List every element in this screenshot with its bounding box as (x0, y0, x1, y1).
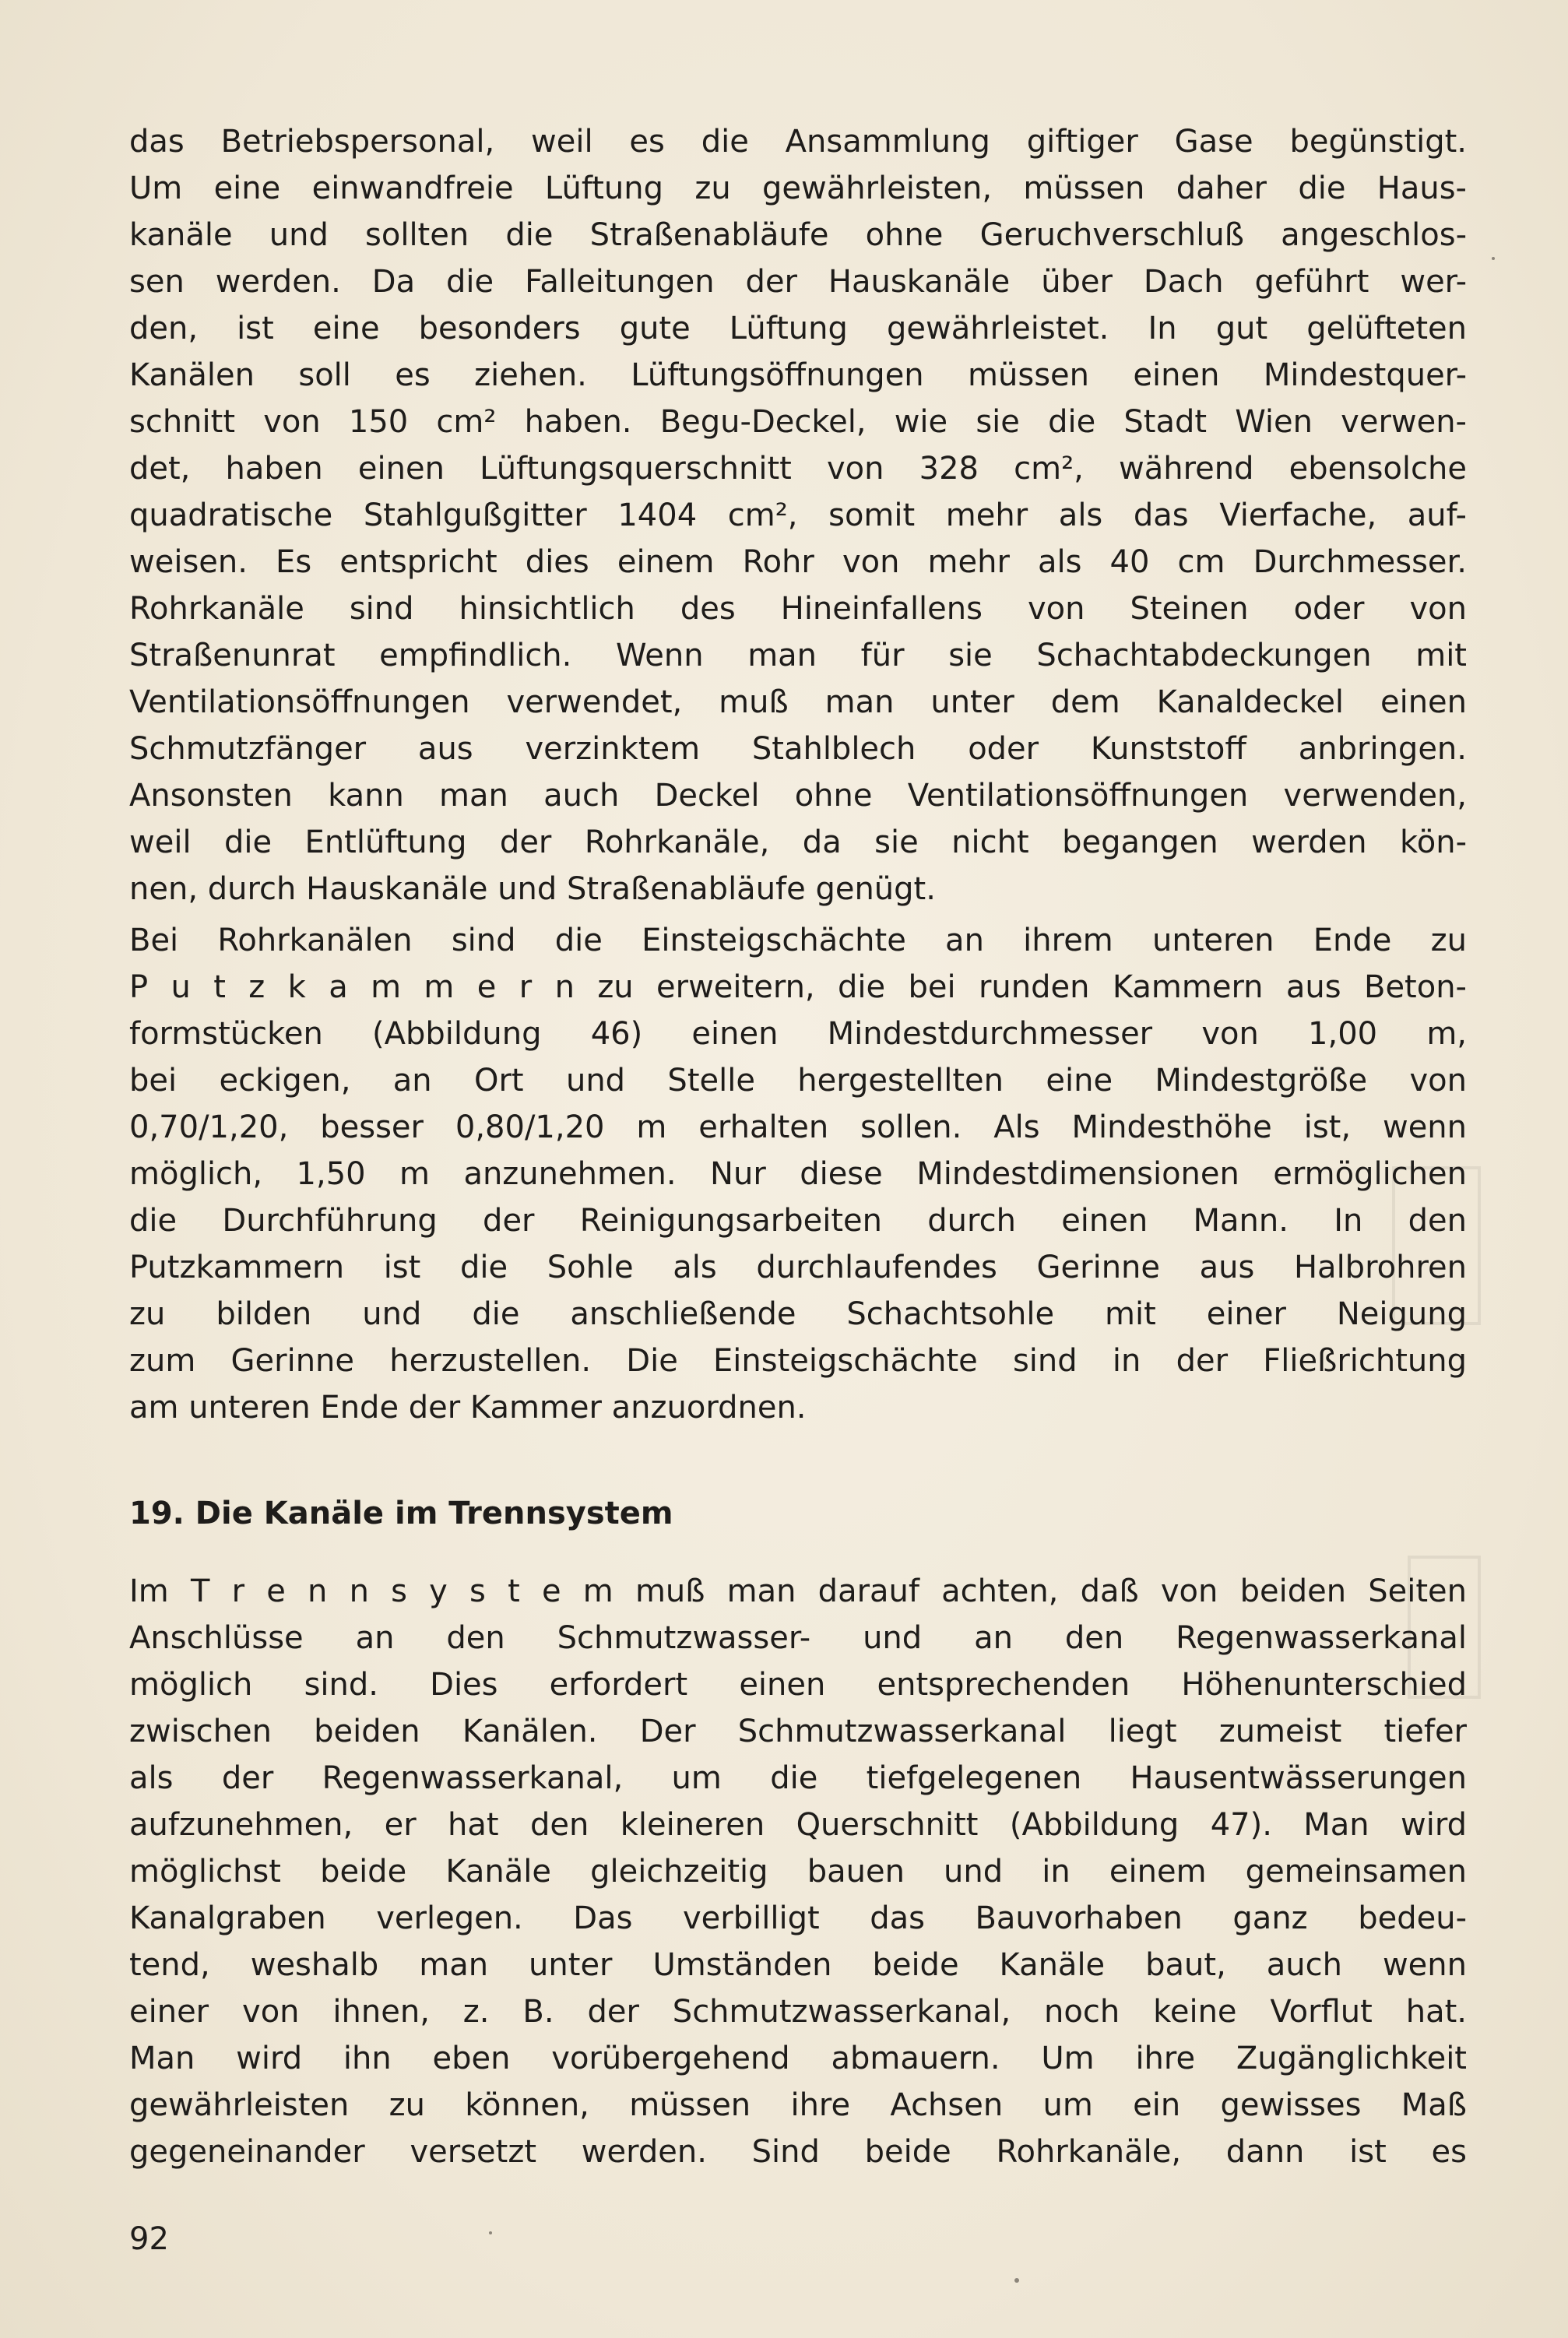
paragraph-putzkammern (129, 917, 1467, 1431)
text-line: am unteren Ende der Kammer anzuordnen. (129, 1390, 807, 1426)
text-line: zu bilden und die anschließende Schachtsohle mit einer Neigung (129, 1296, 1467, 1332)
print-speck (489, 2231, 492, 2234)
text-line: Schmutzfänger aus verzinktem Stahlblech oder Kunststoff anbringen. (129, 731, 1467, 767)
text-line: Anschlüsse an den Schmutzwasser- und an den Regenwasserkanal (129, 1620, 1467, 1656)
text-line: möglich, 1,50 m anzunehmen. Nur diese Mindestdimensionen ermöglichen (129, 1156, 1467, 1192)
text-line: als der Regenwasserkanal, um die tiefgelegenen Hausentwässerungen (129, 1760, 1467, 1796)
text-line: Kanalgraben verlegen. Das verbilligt das Bauvorhaben ganz bedeu- (129, 1900, 1467, 1936)
text-line: 0,70/1,20, besser 0,80/1,20 m erhalten sollen. Als Mindesthöhe ist, wenn (129, 1109, 1467, 1145)
text-line: Um eine einwandfreie Lüftung zu gewährleisten, müssen daher die Haus- (129, 171, 1467, 206)
text-line: Putzkammern ist die Sohle als durchlaufendes Gerinne aus Halbrohren (129, 1250, 1467, 1285)
text-line: quadratische Stahlgußgitter 1404 cm², somit mehr als das Vierfache, auf- (129, 497, 1467, 533)
text-line: Kanälen soll es ziehen. Lüftungsöffnungen müssen einen Mindestquer- (129, 357, 1467, 393)
text-line: die Durchführung der Reinigungsarbeiten durch einen Mann. In den (129, 1203, 1467, 1239)
text-line: das Betriebspersonal, weil es die Ansammlung giftiger Gase begünstigt. (129, 124, 1467, 160)
section-heading: 19. Die Kanäle im Trennsystem (129, 1496, 673, 1531)
text-line: weisen. Es entspricht dies einem Rohr von mehr als 40 cm Durchmesser. (129, 544, 1467, 580)
text-line: zum Gerinne herzustellen. Die Einsteigschächte sind in der Fließrichtung (129, 1343, 1467, 1379)
paragraph-ventilation (129, 118, 1467, 912)
text-line: schnitt von 150 cm² haben. Begu-Deckel, wie sie die Stadt Wien verwen- (129, 404, 1467, 440)
text-line: sen werden. Da die Falleitungen der Hauskanäle über Dach geführt wer- (129, 264, 1467, 300)
text-line: Im T r e n n s y s t e m muß man darauf achten, daß von beiden Seiten (129, 1573, 1467, 1609)
text-line: Rohrkanäle sind hinsichtlich des Hineinfallens von Steinen oder von (129, 591, 1467, 627)
text-line: Man wird ihn eben vorübergehend abmauern. Um ihre Zugänglichkeit (129, 2041, 1467, 2076)
text-line: formstücken (Abbildung 46) einen Mindestdurchmesser von 1,00 m, (129, 1016, 1467, 1052)
text-line: Ventilationsöffnungen verwendet, muß man unter dem Kanaldeckel einen (129, 684, 1467, 720)
text-line: weil die Entlüftung der Rohrkanäle, da sie nicht begangen werden kön- (129, 824, 1467, 860)
text-line: gegeneinander versetzt werden. Sind beide Rohrkanäle, dann ist es (129, 2134, 1467, 2170)
text-line: nen, durch Hauskanäle und Straßenabläufe genügt. (129, 871, 936, 907)
text-line: bei eckigen, an Ort und Stelle hergestellten eine Mindestgröße von (129, 1063, 1467, 1099)
print-speck (1492, 257, 1495, 260)
text-line: Straßenunrat empfindlich. Wenn man für sie Schachtabdeckungen mit (129, 638, 1467, 673)
text-line: Ansonsten kann man auch Deckel ohne Ventilationsöffnungen verwenden, (129, 778, 1467, 814)
text-line: tend, weshalb man unter Umständen beide Kanäle baut, auch wenn (129, 1947, 1467, 1983)
paragraph-trennsystem (129, 1568, 1467, 2175)
text-line: möglichst beide Kanäle gleichzeitig bauen und in einem gemeinsamen (129, 1854, 1467, 1890)
text-line: aufzunehmen, er hat den kleineren Querschnitt (Abbildung 47). Man wird (129, 1807, 1467, 1843)
text-line: gewährleisten zu können, müssen ihre Achsen um ein gewisses Maß (129, 2087, 1467, 2123)
text-line: zwischen beiden Kanälen. Der Schmutzwasserkanal liegt zumeist tiefer (129, 1714, 1467, 1749)
text-line: det, haben einen Lüftungsquerschnitt von 328 cm², während ebensolche (129, 451, 1467, 487)
text-line: P u t z k a m m e r n zu erweitern, die bei runden Kammern aus Beton- (129, 969, 1467, 1005)
text-line: Bei Rohrkanälen sind die Einsteigschächte an ihrem unteren Ende zu (129, 923, 1467, 958)
text-line: einer von ihnen, z. B. der Schmutzwasserkanal, noch keine Vorflut hat. (129, 1994, 1467, 2030)
text-line: kanäle und sollten die Straßenabläufe ohne Geruchverschluß angeschlos- (129, 217, 1467, 253)
print-speck (1014, 2278, 1019, 2283)
text-line: den, ist eine besonders gute Lüftung gewährleistet. In gut gelüfteten (129, 311, 1467, 346)
page-number: 92 (129, 2221, 169, 2257)
text-line: möglich sind. Dies erfordert einen entsprechenden Höhenunterschied (129, 1667, 1467, 1703)
